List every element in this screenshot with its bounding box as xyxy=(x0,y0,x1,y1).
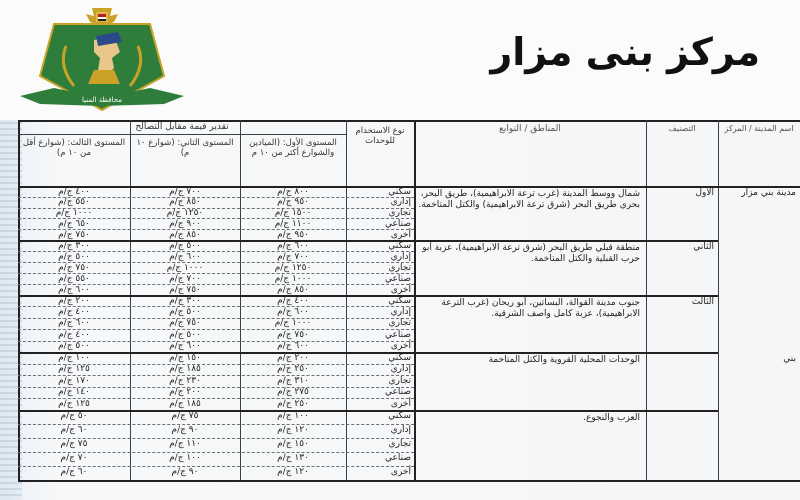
price-level-2: ٩٠ ج/م xyxy=(171,424,199,435)
price-level-3: ٦٠٠ ج/م xyxy=(58,284,90,295)
document-header xyxy=(0,0,800,120)
price-level-1: ٦٠٠ ج/م xyxy=(277,240,309,251)
classification-label: الثاني xyxy=(693,242,714,252)
price-level-2: ٥٠٠ ج/م xyxy=(169,329,201,340)
use-type-label: تجاري xyxy=(388,375,411,386)
price-level-2: ٥٠٠ ج/م xyxy=(169,240,201,251)
header-use-type: نوع الاستخدام للوحدات xyxy=(355,126,405,146)
price-level-3: ١٤٠ ج/م xyxy=(58,387,90,398)
area-description: الوحدات المحلية القروية والكتل المتاخمة xyxy=(488,355,640,365)
price-level-3: ٧٥٠ ج/م xyxy=(58,229,90,240)
price-level-1: ٧٥٠ ج/م xyxy=(277,329,309,340)
price-level-2: ٧٥ ج/م xyxy=(171,410,199,421)
price-level-3: ٧٥٠ ج/م xyxy=(58,262,90,273)
area-description: شمال ووسط المدينة (غرب ترعة الابراهيمية)، طريق البحر، بحري طريق البحر (شرق ترعة الابراهيمية) والكتل المتاخمة. xyxy=(418,189,640,210)
price-level-3: ٧٥ ج/م xyxy=(60,438,88,449)
price-level-3: ٥٥٠ ج/م xyxy=(58,197,90,208)
price-level-1: ٧٠٠ ج/م xyxy=(277,251,309,262)
table-rule xyxy=(718,120,719,480)
table-rule xyxy=(18,120,20,480)
use-type-label: أخرى xyxy=(390,341,411,352)
use-type-label: أخرى xyxy=(390,229,411,240)
price-level-2: ١٨٥ ج/م xyxy=(169,364,201,375)
price-level-1: ٨٥٠ ج/م xyxy=(277,284,309,295)
price-level-1: ١٢٠ ج/م xyxy=(277,424,309,435)
table-rule xyxy=(240,120,241,480)
use-type-label: سكني xyxy=(388,240,411,251)
price-level-2: ٧٠٠ ج/م xyxy=(169,186,201,197)
price-level-3: ١٠٠٠ ج/م xyxy=(55,208,93,219)
table-rule xyxy=(346,120,347,480)
price-level-2: ٧٥٠ ج/م xyxy=(169,318,201,329)
price-level-1: ٦٠٠ ج/م xyxy=(277,341,309,352)
price-level-1: ١٣٠ ج/م xyxy=(277,452,309,463)
price-level-2: ٩٠ ج/م xyxy=(171,466,199,477)
price-level-1: ٤٠٠ ج/م xyxy=(277,295,309,306)
use-type-label: إداري xyxy=(390,364,411,375)
price-level-3: ٥٥٠ ج/م xyxy=(58,273,90,284)
price-level-2: ١٢٥٠ ج/م xyxy=(166,208,204,219)
price-level-3: ٦٥٠ ج/م xyxy=(58,218,90,229)
price-level-1: ١٥٠ ج/م xyxy=(277,438,309,449)
header-areas: المناطق / التوابع xyxy=(499,124,561,134)
price-level-2: ٧٠٠ ج/م xyxy=(169,273,201,284)
use-type-label: تجاري xyxy=(388,208,411,219)
price-level-2: ٧٥٠ ج/م xyxy=(169,284,201,295)
price-level-2: ٦٠٠ ج/م xyxy=(169,251,201,262)
table-rule xyxy=(18,134,346,135)
price-level-1: ٩٥٠ ج/م xyxy=(277,197,309,208)
use-type-label: سكني xyxy=(388,186,411,197)
area-description: منطقة قبلي طريق البحر (شرق ترعة الابراهيمية)، عزبة أبو حرب القبلية والكتل المتاخمة. xyxy=(422,243,640,264)
price-level-1: ١٠٠٠ ج/م xyxy=(274,273,312,284)
use-type-label: إداري xyxy=(390,424,411,435)
price-level-2: ١١٠ ج/م xyxy=(169,438,201,449)
price-level-2: ٥٠٠ ج/م xyxy=(169,306,201,317)
price-level-3: ٦٠٠ ج/م xyxy=(58,318,90,329)
use-type-label: تجاري xyxy=(388,262,411,273)
price-level-1: ١٥٠٠ ج/م xyxy=(274,208,312,219)
header-city: اسم المدينة / المركز xyxy=(724,124,794,133)
price-level-1: ١١٠٠ ج/م xyxy=(274,218,312,229)
header-level-2: المستوى الثاني: (شوارع ١٠ م) xyxy=(136,138,234,158)
table-rule xyxy=(18,480,718,482)
price-level-3: ٥٠٠ ج/م xyxy=(58,251,90,262)
price-level-2: ١٠٠ ج/م xyxy=(169,452,201,463)
price-level-2: ٨٥٠ ج/م xyxy=(169,197,201,208)
use-type-label: إداري xyxy=(390,197,411,208)
page-title: مركز بنى مزار xyxy=(490,30,760,74)
table-rule xyxy=(646,120,647,480)
price-level-1: ٣١٠ ج/م xyxy=(277,375,309,386)
price-level-2: ٦٠٠ ج/م xyxy=(169,341,201,352)
use-type-label: أخرى xyxy=(390,284,411,295)
use-type-label: تجاري xyxy=(388,438,411,449)
price-level-2: ٩٠٠ ج/م xyxy=(169,218,201,229)
price-level-1: ٩٥٠ ج/م xyxy=(277,229,309,240)
price-level-1: ٢٥٠ ج/م xyxy=(277,398,309,409)
use-type-label: صناعي xyxy=(385,218,411,229)
header-class: التصنيف xyxy=(668,124,696,133)
price-level-3: ٦٠ ج/م xyxy=(60,424,88,435)
price-level-3: ٥٠ ج/م xyxy=(60,410,88,421)
price-level-2: ١٨٥ ج/م xyxy=(169,398,201,409)
use-type-label: إداري xyxy=(390,251,411,262)
use-type-label: إداري xyxy=(390,306,411,317)
price-level-3: ٤٠٠ ج/م xyxy=(58,186,90,197)
area-description: العزب والنجوع. xyxy=(583,413,640,423)
price-level-3: ١٠٠ ج/م xyxy=(58,352,90,363)
price-level-2: ٢٣٠ ج/م xyxy=(169,375,201,386)
header-value-group: تقدير قيمة مقابل التصالح xyxy=(135,122,229,132)
price-level-1: ٢٧٥ ج/م xyxy=(277,387,309,398)
price-level-1: ٨٠٠ ج/م xyxy=(277,186,309,197)
price-level-2: ٣٠٠ ج/م xyxy=(169,295,201,306)
price-level-3: ١٢٥ ج/م xyxy=(58,364,90,375)
city-name: مدينة بني مزار xyxy=(741,188,796,198)
use-type-label: صناعي xyxy=(385,452,411,463)
use-type-label: صناعي xyxy=(385,387,411,398)
use-type-label: سكني xyxy=(388,295,411,306)
header-level-1: المستوى الأول: (الميادين والشوارع أكثر من ١٠ م xyxy=(249,138,337,158)
price-level-2: ٨٥٠ ج/م xyxy=(169,229,201,240)
governorate-emblem-icon xyxy=(14,6,190,114)
classification-label: الثالث xyxy=(691,297,714,307)
table-rule xyxy=(414,120,416,480)
price-level-2: ١٥٠ ج/م xyxy=(169,352,201,363)
price-level-3: ٥٠٠ ج/م xyxy=(58,341,90,352)
price-level-2: ١٠٠٠ ج/م xyxy=(166,262,204,273)
header-level-3: المستوى الثالث: (شوارع أقل من ١٠ م) xyxy=(22,138,126,158)
price-level-3: ٤٠٠ ج/م xyxy=(58,306,90,317)
price-level-1: ١٢٠ ج/م xyxy=(277,466,309,477)
area-description: جنوب مدينة القوالة، البساتين، أبو ريحان (غرب الترعة الابراهيمية)، عزبة كامل واصف الشرقية. xyxy=(441,298,640,319)
price-level-3: ٢٠٠ ج/م xyxy=(58,295,90,306)
logo-caption: محافظة المنيا xyxy=(82,96,122,104)
price-level-1: ٢٠٠ ج/م xyxy=(277,352,309,363)
price-level-3: ٤٠٠ ج/م xyxy=(58,329,90,340)
price-level-3: ١٢٥ ج/م xyxy=(58,398,90,409)
use-type-label: تجاري xyxy=(388,318,411,329)
price-level-1: ١٢٥٠ ج/م xyxy=(274,262,312,273)
price-level-1: ٢٥٠ ج/م xyxy=(277,364,309,375)
price-level-1: ١٠٠ ج/م xyxy=(277,410,309,421)
price-level-3: ٧٠ ج/م xyxy=(60,452,88,463)
price-level-3: ١٧٠ ج/م xyxy=(58,375,90,386)
price-level-3: ٦٠ ج/م xyxy=(60,466,88,477)
use-type-label: أخرى xyxy=(390,466,411,477)
table-rule xyxy=(130,120,131,480)
use-type-label: أخرى xyxy=(390,398,411,409)
use-type-label: سكني xyxy=(388,410,411,421)
use-type-label: صناعي xyxy=(385,273,411,284)
city-name: بني xyxy=(783,354,796,364)
price-level-2: ٢٠٠ ج/م xyxy=(169,387,201,398)
classification-label: الاول xyxy=(695,188,714,198)
price-level-1: ٦٠٠ ج/م xyxy=(277,306,309,317)
price-level-1: ١٠٠٠ ج/م xyxy=(274,318,312,329)
use-type-label: سكني xyxy=(388,352,411,363)
use-type-label: صناعي xyxy=(385,329,411,340)
reconciliation-value-table xyxy=(18,120,800,500)
price-level-3: ٣٠٠ ج/م xyxy=(58,240,90,251)
